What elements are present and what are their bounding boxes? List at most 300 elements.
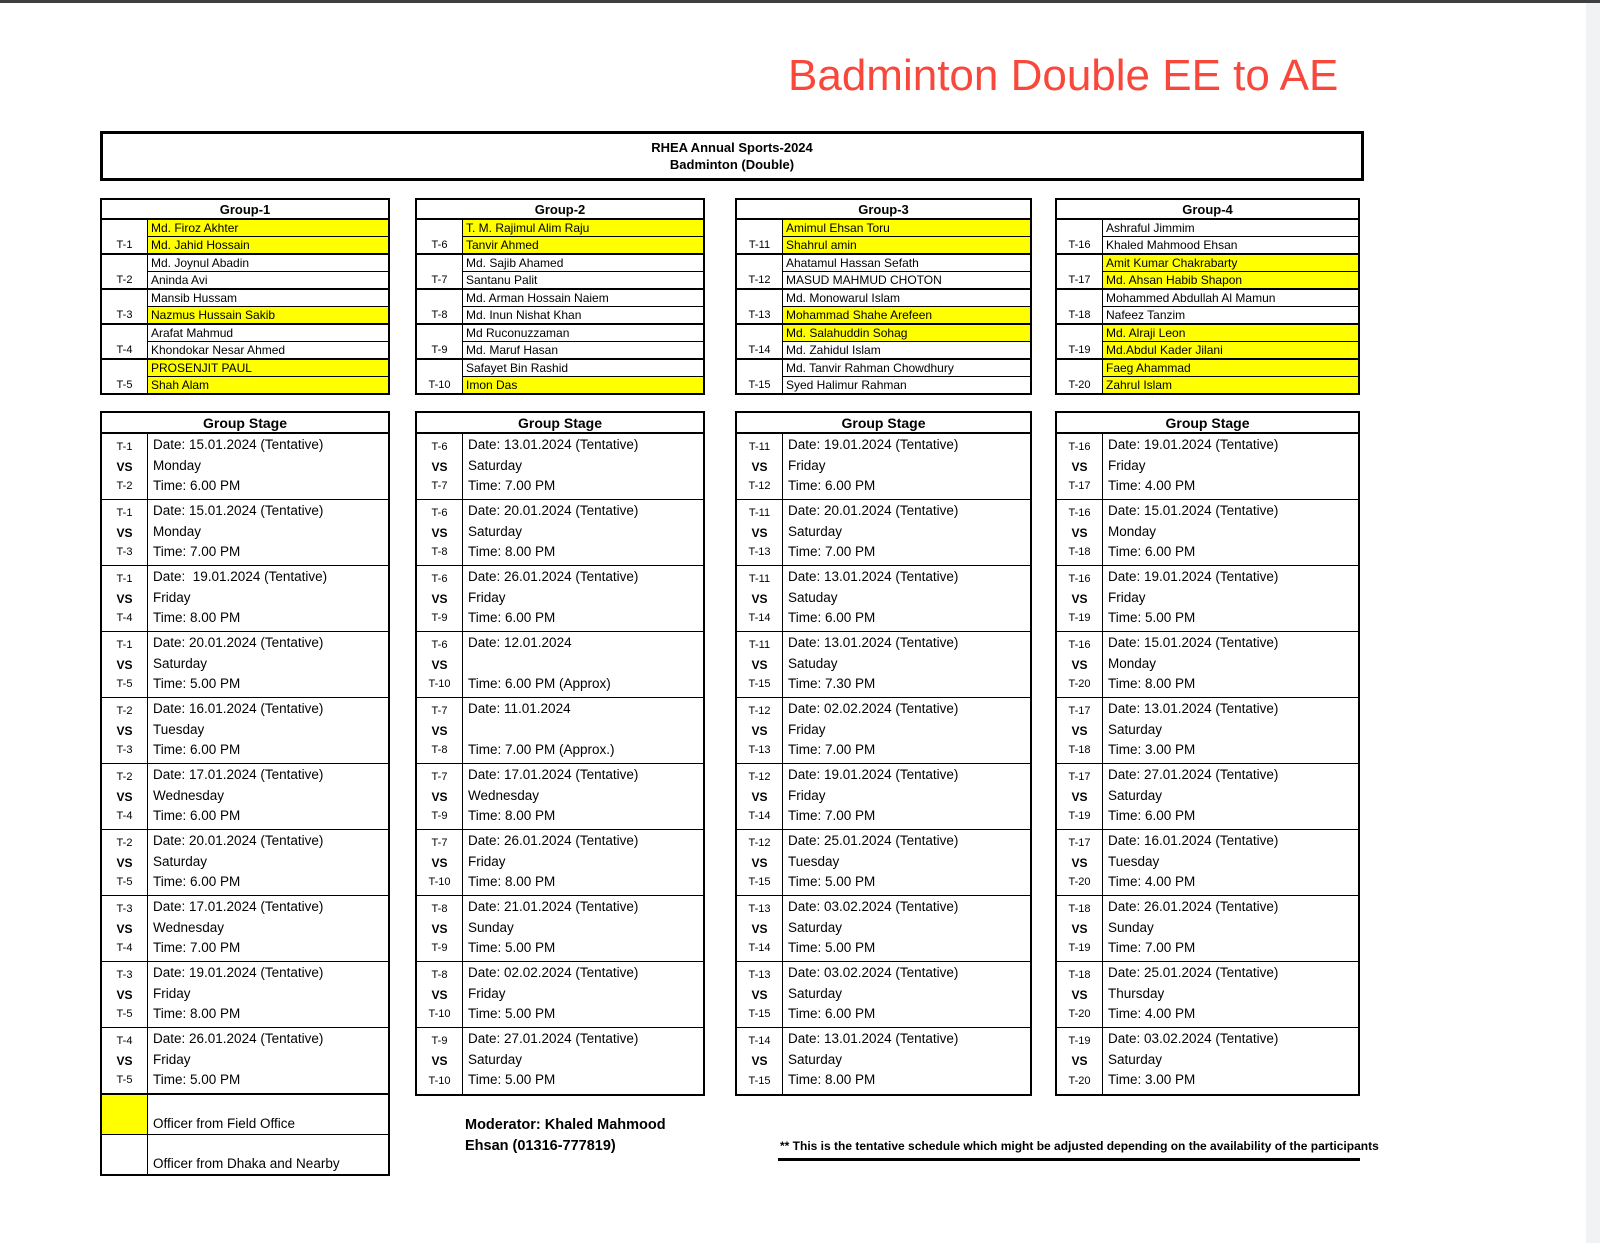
match-info <box>783 434 1030 499</box>
match-vs-label: VS <box>431 1054 448 1068</box>
match-teams <box>102 434 148 499</box>
match-team-b: T-2 <box>116 480 133 493</box>
match-teams <box>1057 434 1103 499</box>
player-name: Md. Tanvir Rahman Chowdhury <box>783 360 1030 377</box>
match-time: Time: 4.00 PM <box>1108 1006 1196 1021</box>
match-date: Date: 17.01.2024 (Tentative) <box>468 767 639 782</box>
team-id: T-12 <box>737 255 783 288</box>
match-info <box>783 500 1030 565</box>
player-name: Md. Arman Hossain Naiem <box>463 290 703 307</box>
match-team-b: T-17 <box>1068 480 1091 493</box>
match-time: Time: 5.00 PM <box>153 1072 241 1087</box>
match-time: Time: 3.00 PM <box>1108 1072 1196 1087</box>
match-info <box>148 830 388 895</box>
legend-swatch-field-office <box>102 1095 148 1134</box>
match-team-b: T-15 <box>748 678 771 691</box>
match-team-b: T-7 <box>431 480 448 493</box>
match-team-b: T-5 <box>116 1008 133 1021</box>
match-team-a: T-1 <box>116 572 133 585</box>
match-day: Friday <box>1108 589 1146 605</box>
match-vs-label: VS <box>751 1054 768 1068</box>
match-day: Friday <box>788 787 826 803</box>
match-team-a: T-16 <box>1068 440 1091 453</box>
match-team-a: T-1 <box>116 638 133 651</box>
match-time: Time: 6.00 PM (Approx) <box>468 676 611 691</box>
team-row <box>102 290 388 325</box>
match-info <box>463 764 703 829</box>
match-team-b: T-5 <box>116 876 133 889</box>
team-row <box>102 220 388 255</box>
match-row <box>737 896 1030 962</box>
stage-table-title: Group Stage <box>737 413 1030 434</box>
team-row <box>1057 255 1358 290</box>
match-row <box>1057 566 1358 632</box>
match-time: Time: 7.00 PM <box>788 742 876 757</box>
match-info <box>1103 500 1358 565</box>
match-date: Date: 27.01.2024 (Tentative) <box>1108 767 1279 782</box>
team-id: T-11 <box>737 220 783 253</box>
match-vs-label: VS <box>431 459 448 474</box>
match-team-a: T-7 <box>431 836 448 849</box>
match-time: Time: 5.00 PM <box>788 874 876 889</box>
match-day: Saturday <box>468 523 523 539</box>
match-team-a: T-2 <box>116 836 133 849</box>
team-id: T-7 <box>417 255 463 288</box>
team-players <box>1103 325 1358 358</box>
legend-label: Officer from Dhaka and Nearby <box>153 1156 340 1171</box>
player-name: Md. Inun Nishat Khan <box>466 308 582 322</box>
team-row <box>737 360 1030 393</box>
match-date: Date: 20.01.2024 (Tentative) <box>788 503 959 518</box>
match-vs-label: VS <box>116 921 133 936</box>
match-time: Time: 8.00 PM <box>788 1072 876 1087</box>
team-id: T-3 <box>102 290 148 323</box>
team-id: T-5 <box>102 360 148 393</box>
match-date: Date: 25.01.2024 (Tentative) <box>1108 965 1279 980</box>
match-day: Friday <box>1108 457 1146 473</box>
match-vs-label: VS <box>1071 459 1088 474</box>
match-team-b: T-20 <box>1068 876 1091 889</box>
match-teams <box>737 764 783 829</box>
team-row <box>417 255 703 290</box>
match-team-a: T-17 <box>1068 836 1091 849</box>
match-time: Time: 5.00 PM <box>468 940 556 955</box>
match-time: Time: 6.00 PM <box>153 874 241 889</box>
match-team-a: T-13 <box>748 902 771 915</box>
match-team-a: T-19 <box>1068 1035 1091 1047</box>
match-team-a: T-17 <box>1068 770 1091 783</box>
team-id: T-10 <box>417 360 463 393</box>
match-vs-label: VS <box>1071 525 1088 540</box>
match-day: Saturday <box>788 1051 843 1067</box>
match-vs-label: VS <box>751 789 768 804</box>
match-team-b: T-8 <box>431 546 448 559</box>
match-date: Date: 12.01.2024 <box>468 635 572 650</box>
match-team-b: T-12 <box>748 480 771 493</box>
match-date: Date: 16.01.2024 (Tentative) <box>1108 833 1279 848</box>
group-column-2 <box>415 198 705 1096</box>
match-vs-label: VS <box>431 921 448 936</box>
match-vs-label: VS <box>431 591 448 606</box>
match-time: Time: 8.00 PM <box>468 544 556 559</box>
match-day: Satuday <box>788 655 838 671</box>
team-players <box>463 290 703 323</box>
match-vs-label: VS <box>116 591 133 606</box>
match-row <box>102 434 388 500</box>
player-name: Shahrul amin <box>783 237 1030 253</box>
player-name: Md. Firoz Akhter <box>148 220 388 237</box>
match-team-b: T-10 <box>428 678 451 691</box>
player-name: Syed Halimur Rahman <box>786 378 907 392</box>
match-info <box>148 632 388 697</box>
team-players <box>1103 255 1358 288</box>
player-name: Md Ruconuzzaman <box>463 325 703 342</box>
match-row <box>417 500 703 566</box>
match-row <box>417 764 703 830</box>
match-teams <box>102 632 148 697</box>
team-players <box>148 325 388 358</box>
team-id: T-6 <box>417 220 463 253</box>
match-date: Date: 26.01.2024 (Tentative) <box>1108 899 1279 914</box>
match-date: Date: 19.01.2024 (Tentative) <box>788 437 959 452</box>
team-row <box>1057 325 1358 360</box>
team-row <box>737 325 1030 360</box>
match-time: Time: 7.00 PM <box>153 544 241 559</box>
match-team-a: T-3 <box>116 902 133 915</box>
match-team-a: T-7 <box>431 704 448 717</box>
match-day: Saturday <box>1108 1051 1163 1067</box>
team-id: T-1 <box>102 220 148 253</box>
match-team-a: T-16 <box>1068 506 1091 519</box>
match-info <box>1103 962 1358 1027</box>
match-time: Time: 4.00 PM <box>1108 874 1196 889</box>
match-info <box>1103 434 1358 499</box>
match-teams <box>1057 698 1103 763</box>
match-teams <box>417 962 463 1027</box>
team-row <box>417 360 703 393</box>
match-teams <box>417 830 463 895</box>
match-info <box>1103 1028 1358 1094</box>
match-vs-label: VS <box>751 921 768 936</box>
match-day: Thursday <box>1108 985 1165 1001</box>
match-team-a: T-11 <box>748 572 771 585</box>
match-row <box>417 566 703 632</box>
team-row <box>102 325 388 360</box>
team-players <box>1103 290 1358 323</box>
match-row <box>737 434 1030 500</box>
match-time: Time: 6.00 PM <box>1108 544 1196 559</box>
match-date: Date: 15.01.2024 (Tentative) <box>153 503 324 518</box>
moderator-note <box>465 1115 666 1157</box>
match-row <box>417 434 703 500</box>
player-name: Md. Alraji Leon <box>1103 325 1358 342</box>
team-id: T-14 <box>737 325 783 358</box>
match-vs-label: VS <box>431 987 448 1002</box>
match-teams <box>102 500 148 565</box>
match-date: Date: 19.01.2024 (Tentative) <box>153 569 328 584</box>
match-teams <box>102 896 148 961</box>
match-day: Friday <box>153 1051 191 1067</box>
match-time: Time: 7.00 PM (Approx.) <box>468 742 615 757</box>
match-teams <box>417 764 463 829</box>
match-teams <box>1057 500 1103 565</box>
stage-table-title: Group Stage <box>102 413 388 434</box>
match-team-a: T-13 <box>748 968 771 981</box>
match-date: Date: 03.02.2024 (Tentative) <box>788 965 959 980</box>
match-row <box>737 962 1030 1028</box>
match-day: Saturday <box>788 985 843 1001</box>
match-teams <box>737 1028 783 1094</box>
match-date: Date: 13.01.2024 (Tentative) <box>788 635 959 650</box>
match-day: Saturday <box>153 853 208 869</box>
match-row <box>1057 434 1358 500</box>
match-day: Sunday <box>468 919 514 935</box>
match-team-b: T-18 <box>1068 744 1091 757</box>
match-info <box>783 1028 1030 1094</box>
match-team-b: T-4 <box>116 612 133 625</box>
match-vs-label: VS <box>431 657 448 672</box>
match-info <box>463 962 703 1027</box>
match-day <box>468 654 703 675</box>
match-row <box>102 566 388 632</box>
match-vs-label: VS <box>751 723 768 738</box>
match-team-b: T-9 <box>431 942 448 955</box>
match-row <box>417 896 703 962</box>
player-name: Nazmus Hussain Sakib <box>148 307 388 323</box>
match-team-b: T-9 <box>431 810 448 823</box>
match-row <box>737 1028 1030 1094</box>
team-row <box>737 220 1030 255</box>
match-info <box>148 1028 388 1093</box>
footnote: ** This is the tentative schedule which might be adjusted depending on the availability of the participants <box>780 1139 1379 1153</box>
match-time: Time: 8.00 PM <box>153 1006 241 1021</box>
match-day: Wednesday <box>153 919 225 935</box>
match-date: Date: 15.01.2024 (Tentative) <box>1108 635 1279 650</box>
legend-swatch-dhaka <box>102 1135 148 1174</box>
match-vs-label: VS <box>116 987 133 1002</box>
match-teams <box>1057 632 1103 697</box>
window-edge <box>1586 3 1600 1243</box>
match-team-b: T-10 <box>428 876 451 889</box>
match-team-b: T-20 <box>1068 1075 1091 1087</box>
team-id: T-9 <box>417 325 463 358</box>
match-date: Date: 11.01.2024 <box>468 701 571 716</box>
match-time: Time: 8.00 PM <box>153 610 241 625</box>
match-vs-label: VS <box>431 855 448 870</box>
match-date: Date: 20.01.2024 (Tentative) <box>153 635 324 650</box>
team-players <box>463 220 703 253</box>
player-name: Md. Sajib Ahamed <box>463 255 703 272</box>
match-day: Saturday <box>1108 721 1163 737</box>
stage-table-4 <box>1055 411 1360 1096</box>
team-players <box>783 290 1030 323</box>
match-time: Time: 5.00 PM <box>468 1072 556 1087</box>
match-teams <box>737 698 783 763</box>
player-name: Safayet Bin Rashid <box>463 360 703 377</box>
match-day: Tuesday <box>153 721 205 737</box>
match-teams <box>417 698 463 763</box>
match-date: Date: 13.01.2024 (Tentative) <box>1108 701 1279 716</box>
match-team-a: T-11 <box>748 506 771 519</box>
match-row <box>1057 962 1358 1028</box>
match-day: Saturday <box>153 655 208 671</box>
match-team-b: T-8 <box>431 744 448 757</box>
match-teams <box>737 632 783 697</box>
player-name: Tanvir Ahmed <box>463 237 703 253</box>
match-date: Date: 19.01.2024 (Tentative) <box>788 767 959 782</box>
match-team-b: T-10 <box>428 1075 451 1087</box>
match-date: Date: 13.01.2024 (Tentative) <box>788 1031 959 1046</box>
match-time: Time: 7.00 PM <box>788 808 876 823</box>
match-row <box>102 764 388 830</box>
player-name: Mohammed Abdullah Al Mamun <box>1103 290 1358 307</box>
match-vs-label: VS <box>1071 723 1088 738</box>
match-teams <box>102 566 148 631</box>
match-teams <box>102 698 148 763</box>
match-team-b: T-18 <box>1068 546 1091 559</box>
match-info <box>1103 698 1358 763</box>
stage-table-2 <box>415 411 705 1096</box>
player-name: Khondokar Nesar Ahmed <box>151 343 286 357</box>
match-team-a: T-11 <box>748 440 771 453</box>
match-time: Time: 6.00 PM <box>153 808 241 823</box>
match-team-a: T-3 <box>116 968 133 981</box>
team-players <box>1103 220 1358 253</box>
match-row <box>737 764 1030 830</box>
match-team-b: T-15 <box>748 1008 771 1021</box>
match-team-a: T-6 <box>431 440 448 453</box>
match-vs-label: VS <box>751 987 768 1002</box>
stage-table-title: Group Stage <box>1057 413 1358 434</box>
match-date: Date: 13.01.2024 (Tentative) <box>468 437 639 452</box>
match-info <box>148 896 388 961</box>
match-team-b: T-5 <box>116 1074 133 1087</box>
match-row <box>102 632 388 698</box>
match-day: Monday <box>1108 655 1157 671</box>
team-players <box>463 325 703 358</box>
match-info <box>463 896 703 961</box>
match-teams <box>417 566 463 631</box>
match-date: Date: 17.01.2024 (Tentative) <box>153 767 324 782</box>
match-day: Tuesday <box>788 853 840 869</box>
match-team-a: T-6 <box>431 506 448 519</box>
match-date: Date: 25.01.2024 (Tentative) <box>788 833 959 848</box>
match-day: Friday <box>153 589 191 605</box>
match-info <box>463 434 703 499</box>
match-team-a: T-12 <box>748 704 771 717</box>
match-teams <box>417 434 463 499</box>
match-team-a: T-1 <box>116 506 133 519</box>
match-day: Saturday <box>468 1051 523 1067</box>
match-date: Date: 20.01.2024 (Tentative) <box>153 833 324 848</box>
team-id: T-18 <box>1057 290 1103 323</box>
sheet-header-line1: RHEA Annual Sports-2024 <box>651 140 813 155</box>
match-row <box>737 500 1030 566</box>
match-info <box>783 962 1030 1027</box>
moderator-line1: Moderator: Khaled Mahmood <box>465 1117 666 1133</box>
match-info <box>148 500 388 565</box>
team-id: T-4 <box>102 325 148 358</box>
match-date: Date: 26.01.2024 (Tentative) <box>468 833 639 848</box>
match-row <box>102 896 388 962</box>
group-column-3 <box>735 198 1032 1096</box>
match-team-b: T-14 <box>748 942 771 955</box>
match-time: Time: 6.00 PM <box>153 742 241 757</box>
match-time: Time: 7.00 PM <box>153 940 241 955</box>
team-players <box>783 360 1030 393</box>
match-teams <box>102 1028 148 1093</box>
match-row <box>1057 764 1358 830</box>
player-name: Md. Ahsan Habib Shapon <box>1103 272 1358 288</box>
sheet-header-box <box>100 131 1364 181</box>
match-vs-label: VS <box>1071 987 1088 1002</box>
match-time: Time: 7.00 PM <box>1108 940 1196 955</box>
match-day: Saturday <box>788 919 843 935</box>
match-date: Date: 17.01.2024 (Tentative) <box>153 899 324 914</box>
match-team-b: T-15 <box>748 876 771 889</box>
match-vs-label: VS <box>116 789 133 804</box>
match-info <box>783 830 1030 895</box>
team-row <box>1057 290 1358 325</box>
match-team-b: T-4 <box>116 942 133 955</box>
match-day: Wednesday <box>153 787 225 803</box>
match-team-a: T-14 <box>748 1035 771 1047</box>
match-row <box>417 962 703 1028</box>
match-date: Date: 15.01.2024 (Tentative) <box>153 437 324 452</box>
player-name: Amimul Ehsan Toru <box>783 220 1030 237</box>
match-row <box>417 1028 703 1094</box>
match-team-a: T-6 <box>431 572 448 585</box>
match-team-b: T-14 <box>748 810 771 823</box>
match-vs-label: VS <box>116 723 133 738</box>
match-info <box>463 566 703 631</box>
match-vs-label: VS <box>751 855 768 870</box>
match-team-b: T-19 <box>1068 942 1091 955</box>
team-id: T-16 <box>1057 220 1103 253</box>
match-teams <box>102 962 148 1027</box>
player-name: Md. Zahidul Islam <box>786 343 881 357</box>
match-vs-label: VS <box>751 591 768 606</box>
player-name: Arafat Mahmud <box>148 325 388 342</box>
match-row <box>102 830 388 896</box>
player-name: Amit Kumar Chakrabarty <box>1103 255 1358 272</box>
match-row <box>102 500 388 566</box>
group-table-2 <box>415 198 705 395</box>
match-vs-label: VS <box>116 657 133 672</box>
match-info <box>463 632 703 697</box>
match-team-a: T-17 <box>1068 704 1091 717</box>
sheet-header-line2: Badminton (Double) <box>669 157 795 172</box>
match-team-a: T-11 <box>748 638 771 651</box>
match-vs-label: VS <box>116 459 133 474</box>
match-row <box>417 698 703 764</box>
match-team-a: T-6 <box>431 638 448 651</box>
player-name: Ashraful Jimmim <box>1103 220 1358 237</box>
match-info <box>463 500 703 565</box>
stage-table-3 <box>735 411 1032 1096</box>
match-time: Time: 4.00 PM <box>1108 478 1196 493</box>
player-name: Md. Salahuddin Sohag <box>783 325 1030 342</box>
match-vs-label: VS <box>431 789 448 804</box>
team-players <box>783 220 1030 253</box>
match-team-a: T-2 <box>116 704 133 717</box>
match-teams <box>1057 1028 1103 1094</box>
group-table-4 <box>1055 198 1360 395</box>
match-team-a: T-16 <box>1068 572 1091 585</box>
match-row <box>102 962 388 1028</box>
match-time: Time: 6.00 PM <box>788 610 876 625</box>
team-row <box>1057 220 1358 255</box>
